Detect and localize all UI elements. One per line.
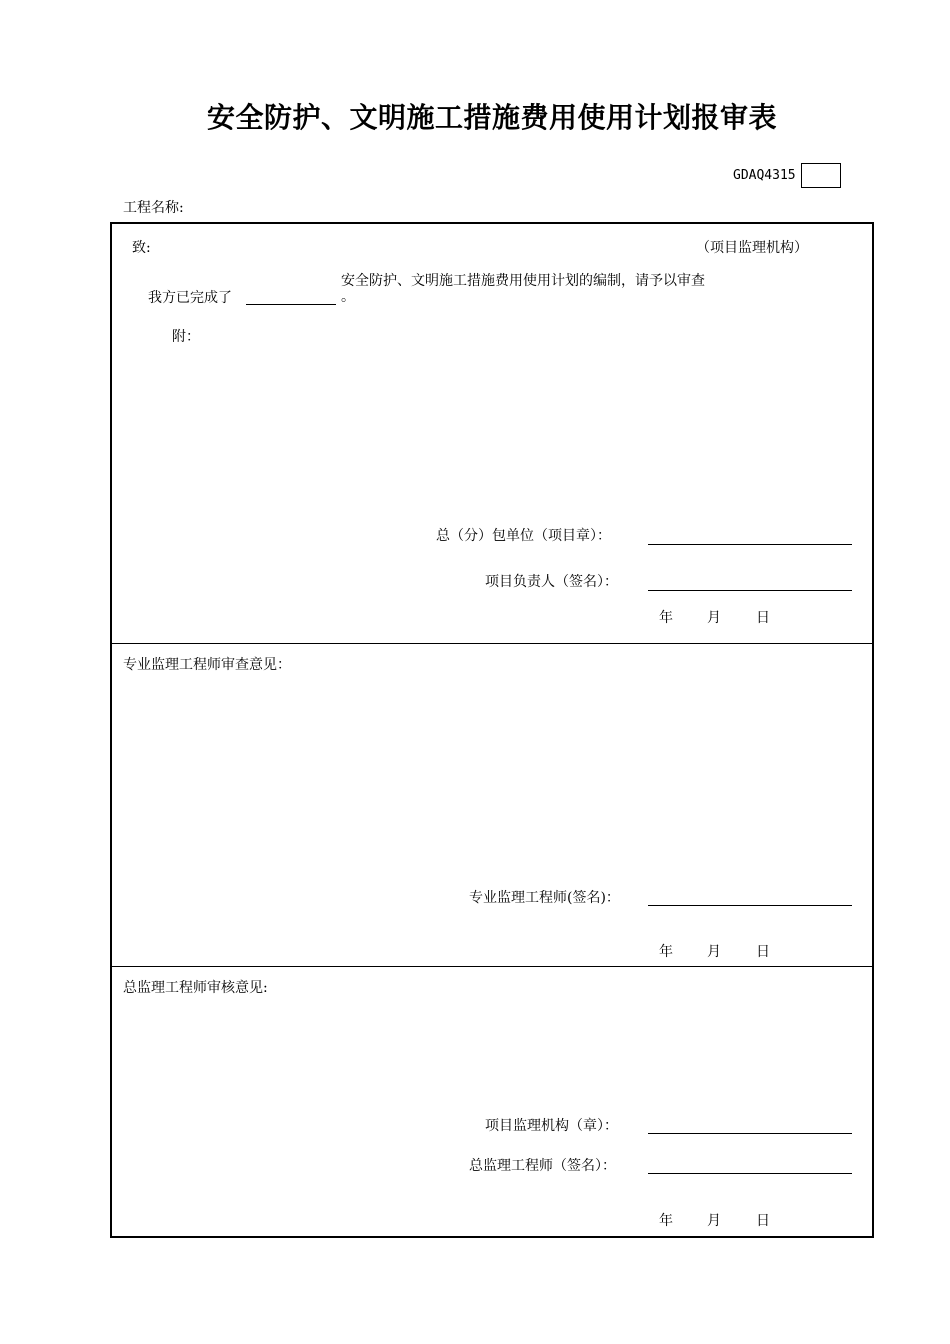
date-month: 月 bbox=[707, 610, 721, 626]
specialist-opinion-heading: 专业监理工程师审查意见： bbox=[123, 657, 291, 673]
section-divider-1 bbox=[112, 643, 872, 644]
date-year: 年 bbox=[659, 1213, 673, 1229]
form-frame bbox=[110, 222, 874, 1238]
plan-name-field[interactable] bbox=[246, 304, 336, 305]
chief-signature-field[interactable] bbox=[648, 1173, 852, 1174]
page-title: 安全防护、文明施工措施费用使用计划报审表 bbox=[206, 101, 777, 134]
to-org: （项目监理机构） bbox=[696, 240, 808, 256]
manager-label: 项目负责人（签名）： bbox=[485, 574, 618, 590]
date-day: 日 bbox=[756, 610, 770, 626]
specialist-signer-label: 专业监理工程师(签名)： bbox=[469, 890, 620, 906]
to-label: 致: bbox=[132, 240, 151, 256]
specialist-signature-field[interactable] bbox=[648, 905, 852, 906]
form-code: GDAQ4315 bbox=[733, 168, 796, 183]
completed-suffix-period: 。 bbox=[341, 289, 355, 305]
completed-prefix: 我方已完成了 bbox=[148, 290, 232, 306]
contractor-seal-field[interactable] bbox=[648, 544, 852, 545]
completed-suffix: 安全防护、文明施工措施费用使用计划的编制，请予以审查 bbox=[341, 273, 705, 289]
date-month: 月 bbox=[707, 1213, 721, 1229]
manager-signature-field[interactable] bbox=[648, 590, 852, 591]
date-day: 日 bbox=[756, 1213, 770, 1229]
supervision-org-label: 项目监理机构（章）： bbox=[485, 1118, 618, 1134]
date-day: 日 bbox=[756, 944, 770, 960]
chief-signer-label: 总监理工程师（签名）： bbox=[469, 1158, 616, 1174]
project-name-label: 工程名称: bbox=[123, 200, 184, 216]
date-year: 年 bbox=[659, 610, 673, 626]
date-year: 年 bbox=[659, 944, 673, 960]
supervision-seal-field[interactable] bbox=[648, 1133, 852, 1134]
section-divider-2 bbox=[112, 966, 872, 967]
chief-opinion-heading: 总监理工程师审核意见: bbox=[123, 980, 268, 996]
form-code-box[interactable] bbox=[801, 163, 841, 188]
date-month: 月 bbox=[707, 944, 721, 960]
attachment-label: 附： bbox=[172, 329, 200, 345]
contractor-label: 总（分）包单位（项目章）： bbox=[436, 528, 611, 544]
